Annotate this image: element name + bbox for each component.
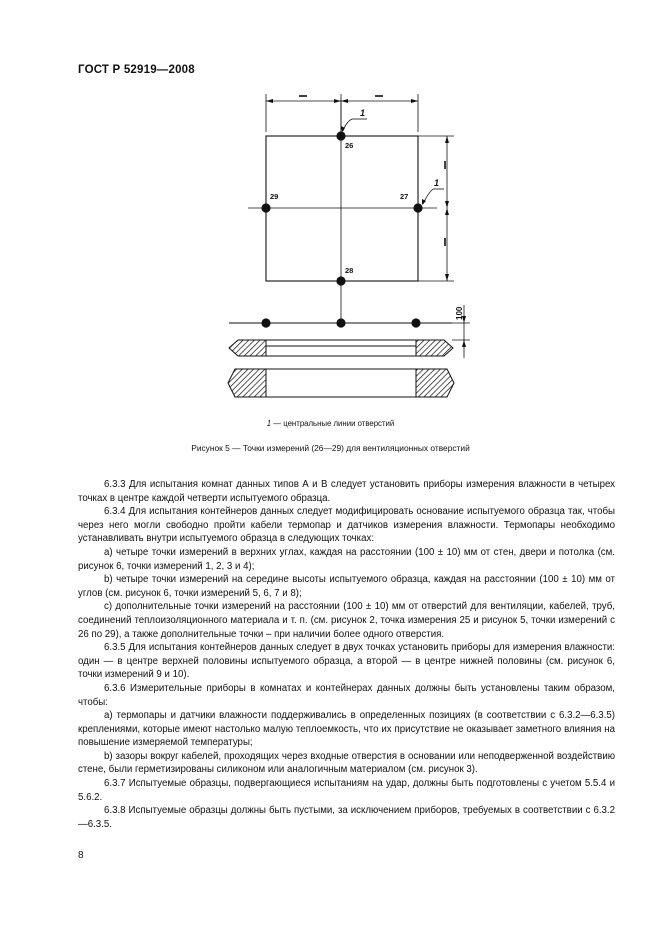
paragraph-6-3-6: 6.3.6 Измерительные приборы в комнатах и контейнерах данных должны быть установлены таким образом, чтобы:: [78, 682, 615, 708]
wall-section-upper: [229, 340, 453, 356]
plan-point-right: [411, 318, 420, 327]
measurement-point-29: [261, 203, 270, 212]
paragraph-6-3-5: 6.3.5 Для испытания контейнеров данных следует в двух точках установить приборы для измерения влажности: один — в центре верхней половины испытуемого образца, а второй — в центре нижней половины (см. рисунок 6, точки измерений 9 и 10).: [78, 642, 615, 681]
callout-label-right: 1: [434, 178, 440, 188]
measurement-point-26: [336, 131, 345, 140]
paragraph-6-3-4: 6.3.4 Для испытания контейнеров данных следует модифицировать основание испытуемого образца так, чтобы через него могли свободно пройти кабели термопар и датчиков измерения влажности. Термопары необходимо устанавливать внутри испытуемого образца в следующих точках:: [78, 506, 615, 545]
figure-legend: [0, 419, 661, 428]
point-label-29: 29: [270, 192, 279, 201]
figure-5-diagram: [0, 0, 661, 460]
legend-text: — центральные линии отверстий: [271, 419, 395, 428]
wall-section-lower: [228, 369, 454, 397]
body-text: [78, 478, 615, 831]
measurement-point-28: [336, 276, 345, 285]
callout-label-top: 1: [360, 108, 366, 118]
opening-outline: [266, 136, 418, 281]
callout-top: [343, 119, 367, 131]
paragraph-6-3-8: 6.3.8 Испытуемые образцы должны быть пустыми, за исключением приборов, требуемых в соответствии с 6.3.2—6.3.5.: [78, 805, 615, 830]
dimension-label-100: 100: [455, 306, 464, 320]
paragraph-6-3-6-b: b) зазоры вокруг кабелей, проходящих через входные отверстия в основании или неподверженной воздействию стене, были герметизированы силиконом или аналогичным материалом (см. рисунок 3).: [78, 750, 615, 776]
page-number: 8: [78, 850, 84, 861]
legend-number: 1: [266, 419, 272, 428]
paragraph-6-3-7: 6.3.7 Испытуемые образцы, подвергающиеся испытаниям на удар, должны быть подготовлены с учетом 5.5.4 и 5.6.2.: [78, 778, 615, 803]
paragraph-6-3-6-a: а) термопары и датчики влажности поддерживались в определенных позициях (в соответствии с 6.3.2—6.3.5) креплениями, которые имеют настолько малую теплоемкость, что их присутствие не оказывает заметного влияния на повышение измеряемой температуры;: [78, 710, 615, 749]
point-label-26: 26: [345, 141, 354, 150]
paragraph-6-3-4-b: b) четыре точки измерений на середине высоты испытуемого образца, каждая на расстоянии (100 ± 10) мм от углов (см. рисунок 6, точки измерений 5, 6, 7 и 8);: [78, 574, 615, 599]
callout-right: [423, 189, 444, 204]
top-dimension: [266, 94, 418, 132]
paragraph-6-3-3: 6.3.3 Для испытания комнат данных типов А и В следует установить приборы измерения влажности в четырех точках в центре каждой четверти испытуемого образца.: [78, 479, 615, 504]
plan-point-center: [336, 318, 345, 327]
document-header: ГОСТ Р 52919—2008: [78, 64, 195, 76]
plan-point-left: [261, 318, 270, 327]
point-label-27: 27: [400, 192, 409, 201]
paragraph-6-3-4-c: c) дополнительные точки измерений на расстоянии (100 ± 10) мм от отверстий для вентиляции, кабелей, труб, соединений теплоизоляционного материала и т. п. (см. рисунок 2, точка измерения 25 и рисунок 5, точки измерений с 26 по 29), а также дополнительные точки – при наличии более одного отверстия.: [78, 601, 615, 640]
figure-caption: Рисунок 5 — Точки измерений (26—29) для вентиляционных отверстий: [191, 443, 470, 453]
right-dimension: [418, 136, 454, 281]
paragraph-6-3-4-a: а) четыре точки измерений в верхних углах, каждая на расстоянии (100 ± 10) мм от стен, двери и потолка (см. рисунок 6, точки измерений 1, 2, 3 и 4);: [78, 546, 615, 572]
point-label-28: 28: [345, 266, 354, 275]
measurement-point-27: [413, 203, 422, 212]
